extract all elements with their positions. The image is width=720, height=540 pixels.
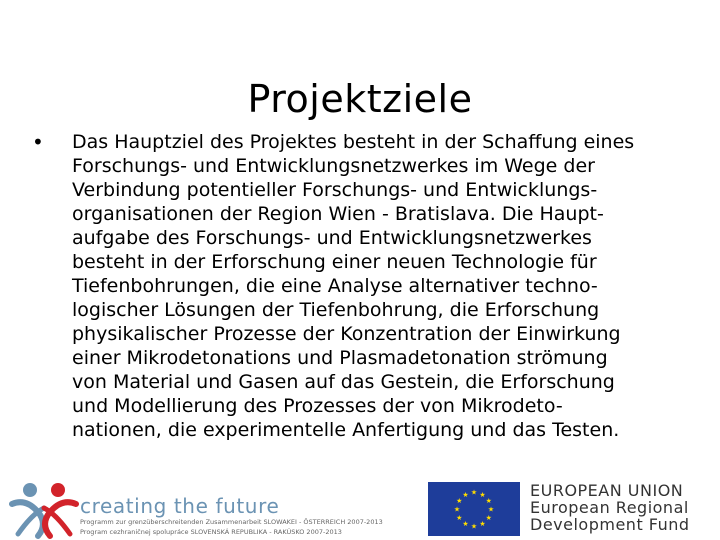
bullet-line: und Modellierung des Prozesses der von Mikrodeto- (72, 395, 563, 417)
bullet-text (72, 130, 682, 442)
bullet-line: aufgabe des Forschungs- und Entwicklungsnetzwerkes (72, 227, 592, 249)
ctf-title: creating the future (80, 494, 280, 518)
eu-star-icon: ★ (453, 505, 461, 514)
eu-star-icon: ★ (456, 497, 463, 505)
creating-the-future-logo-icon (8, 478, 80, 540)
eu-star-icon: ★ (485, 514, 492, 522)
footer-logos (0, 470, 720, 540)
eu-line: Development Fund (530, 515, 690, 534)
bullet-line: Tiefenbohrungen, die eine Analyse alternativer techno- (72, 275, 598, 297)
bullet-line: nationen, die experimentelle Anfertigung und das Testen. (72, 419, 620, 441)
bullet-line: physikalischer Prozesse der Konzentration der Einwirkung (72, 323, 621, 345)
eu-text (530, 482, 690, 533)
bullet-line: besteht in der Erforschung einer neuen Technologie für (72, 251, 597, 273)
eu-star-icon: ★ (470, 522, 478, 531)
bullet-line: logischer Lösungen der Tiefenbohrung, die Erforschung (72, 299, 600, 321)
eu-star-icon: ★ (470, 488, 478, 497)
slide-title: Projektziele (247, 77, 473, 122)
eu-star-icon: ★ (485, 497, 492, 505)
ctf-subtitle-sk: Program cezhraničnej spolupráce SLOVENSKÁ REPUBLIKA - RAKÚSKO 2007-2013 (80, 528, 342, 536)
bullet-line: Forschungs- und Entwicklungsnetzwerkes im Wege der (72, 155, 595, 177)
bullet-line: organisationen der Region Wien - Bratislava. Die Haupt- (72, 203, 604, 225)
eu-star-icon: ★ (456, 514, 463, 522)
eu-star-icon: ★ (487, 505, 495, 514)
eu-line: European Regional (530, 498, 689, 517)
bullet-marker: • (32, 130, 44, 154)
bullet-line: Das Hauptziel des Projektes besteht in der Schaffung eines (72, 131, 635, 153)
eu-star-icon: ★ (479, 520, 486, 529)
ctf-subtitle-de: Programm zur grenzüberschreitenden Zusammenarbeit SLOWAKEI - ÖSTERREICH 2007-2013 (80, 518, 383, 526)
eu-star-icon: ★ (479, 490, 486, 499)
bullet-line: Verbindung potentieller Forschungs- und Entwicklungs- (72, 179, 598, 201)
eu-star-icon: ★ (462, 520, 469, 529)
bullet-line: von Material und Gasen auf das Gestein, die Erforschung (72, 371, 615, 393)
eu-star-icon: ★ (462, 490, 469, 499)
eu-line: EUROPEAN UNION (530, 481, 684, 500)
eu-flag-icon (428, 482, 520, 536)
bullet-line: einer Mikrodetonations und Plasmadetonation strömung (72, 347, 608, 369)
